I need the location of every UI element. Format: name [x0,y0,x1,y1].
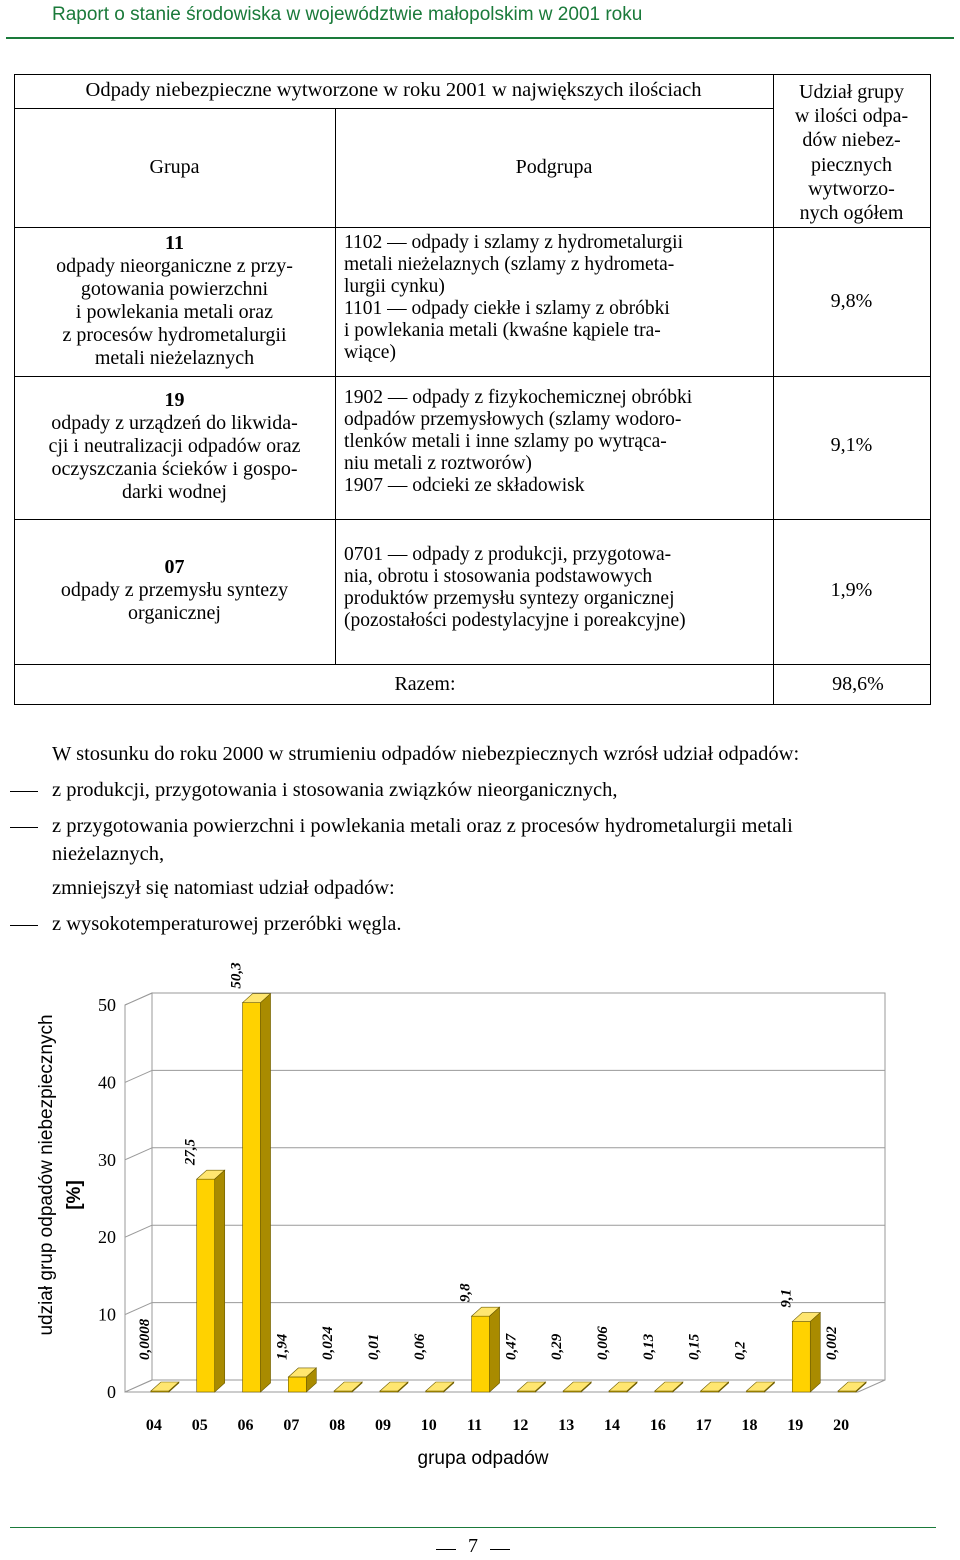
y-tick-label: 20 [98,1227,116,1248]
bullet-2-line-1: z przygotowania powierzchni i powlekania metali oraz z procesów hydrometalurgii metali [52,815,793,837]
x-tick-label: 14 [604,1417,621,1434]
value-label: 9,8 [457,1283,474,1303]
bar-front [472,1316,490,1392]
group-number: 19 [164,389,185,411]
subgroup-cell-07 [344,544,769,632]
subgroup-line: i powlekania metali (kwaśne kąpiele tra- [344,320,661,341]
group-cell-11 [14,232,335,370]
udzial-line: wytworzo- [808,177,895,200]
value-label: 50,3 [228,962,245,989]
x-tick-label: 11 [467,1417,483,1434]
y-axis-unit: [%] [64,1180,85,1210]
group-line: darki wodnej [122,481,227,503]
y-tick-labels [98,995,116,1402]
value-label: 0,47 [503,1333,520,1360]
udzial-line: w ilości odpa- [794,105,909,128]
col-divider-sub [335,108,336,664]
value-label: 9,1 [778,1288,795,1308]
group-line: cji i neutralizacji odpadów oraz [48,435,301,457]
chart-grid [125,993,885,1392]
bar-side [810,1313,820,1392]
x-tick-label: 20 [833,1417,850,1434]
total-value: 98,6% [832,673,884,695]
udzial-line: nych ogółem [799,202,904,225]
bar-front [288,1377,306,1392]
table-border-right [930,74,931,705]
group-cell-07 [14,556,335,625]
value-label: 0,01 [365,1333,382,1360]
group-line: odpady z przemysłu syntezy [60,579,289,601]
value-label: 0,06 [411,1333,428,1360]
value-label: 1,94 [274,1333,291,1360]
subgroup-line: odpadów przemysłowych (szlamy wodoro- [344,409,682,430]
intro-paragraph: W stosunku do roku 2000 w strumieniu odpadów niebezpiecznych wzrósł udział odpadów: [52,743,800,765]
row-divider-1 [14,376,931,377]
bullet-3: z wysokotemperaturowej przeróbki węgla. [52,913,402,935]
row-divider-2 [14,519,931,520]
y-tick-label: 10 [98,1304,116,1325]
x-tick-label: 16 [649,1417,666,1434]
x-tick-label: 19 [787,1417,804,1434]
group-line: organicznej [128,602,221,624]
subgroup-line: 0701 — odpady z produkcji, przygotowa- [344,544,672,565]
subgroup-line: nia, obrotu i stosowania podstawowych [344,566,653,587]
chart-bars [151,994,866,1392]
x-tick-label: 10 [420,1417,437,1434]
value-label: 0,13 [640,1333,657,1360]
group-number: 07 [164,556,185,578]
y-tick-label: 50 [98,995,116,1015]
bullet-dash [10,791,38,792]
y-tick-label: 0 [107,1382,116,1402]
x-tick-label: 06 [237,1417,254,1434]
footer-dash [490,1549,510,1550]
gridline-side [125,1070,152,1082]
gridline-side [125,1380,152,1392]
subgroup-line: tlenków metali i inne szlamy po wytrąca- [344,431,667,452]
x-tick-label: 13 [558,1417,575,1434]
group-line: odpady nieorganiczne z przy- [56,255,293,277]
x-tick-label: 04 [145,1417,162,1434]
group-line: metali nieżelaznych [94,347,255,369]
group-number: 11 [165,232,184,254]
table-border-top [14,74,931,75]
table-caption: Odpady niebezpieczne wytworzone w roku 2001 w największych ilościach [85,79,702,101]
middle-paragraph: zmniejszył się natomiast udział odpadów: [52,877,395,899]
subgroup-line: (pozostałości podestylacyjne i poreakcyjne) [344,610,686,631]
share-cell-19: 9,1% [830,434,873,456]
subgroup-line: 1102 — odpady i szlamy z hydrometalurgii [344,232,684,253]
subgroup-line: lurgii cynku) [344,276,445,297]
x-axis-label: grupa odpadów [417,1448,549,1469]
bar-front [792,1322,810,1392]
x-tick-label: 09 [374,1417,391,1434]
subgroup-line: 1907 — odcieki ze składowisk [344,475,585,496]
udzial-line: Udział grupy [799,81,904,103]
total-label: Razem: [394,673,456,695]
value-label: 0,15 [686,1333,703,1360]
gridline-side [125,993,152,1005]
bar-front [243,1003,261,1392]
value-label: 0,024 [320,1326,337,1360]
col-header-udzial [773,80,930,225]
bullet-1: z produkcji, przygotowania i stosowania związków nieorganicznych, [52,779,618,801]
subgroup-line: 1101 — odpady ciekłe i szlamy z obróbki [344,298,670,319]
bar-side [215,1170,225,1392]
group-cell-19 [14,389,335,504]
bar-side [261,994,271,1392]
x-tick-label: 08 [329,1417,346,1434]
gridline-side [125,1148,152,1160]
header-row-divider [14,227,931,228]
group-line: oczyszczania ścieków i gospo- [51,458,298,480]
subgroup-line: produktów przemysłu syntezy organicznej [344,588,675,609]
share-cell-11: 9,8% [830,290,873,312]
table-border-bottom [14,704,931,705]
x-tick-label: 07 [283,1417,300,1434]
gridline-side [125,1225,152,1237]
bullet-dash [10,827,38,828]
x-tick-label: 18 [741,1417,758,1434]
subgroup-line: 1902 — odpady z fizykochemicznej obróbki [344,387,693,408]
col-header-grupa: Grupa [149,156,200,178]
bar-side [490,1307,500,1392]
group-line: gotowania powierzchni [80,278,269,300]
bullet-2-line-2: nieżelaznych, [52,843,165,865]
row-divider-3 [14,664,931,665]
subgroup-line: metali nieżelaznych (szlamy z hydrometa- [344,254,675,275]
y-tick-label: 30 [98,1149,116,1170]
gridline-side [125,1303,152,1315]
y-axis-label: udział grup odpadów niebezpiecznych [36,1014,57,1336]
group-line: z procesów hydrometalurgii [62,324,287,346]
x-tick-label: 17 [695,1417,712,1434]
value-label: 0,006 [595,1326,612,1360]
value-label: 0,002 [824,1326,841,1360]
value-label: 0,29 [549,1333,566,1360]
x-tick-label: 12 [512,1417,529,1434]
subgroup-cell-19 [344,387,769,497]
report-header-title: Raport o stanie środowiska w województwie małopolskim w 2001 roku [52,4,643,25]
y-tick-label: 40 [98,1072,116,1093]
subgroup-line: niu metali z roztworów) [344,453,532,474]
bullet-dash [10,925,38,926]
bar-front [197,1179,215,1392]
group-line: i powlekania metali oraz [75,301,274,323]
value-label: 0,0008 [136,1318,153,1360]
subgroup-line: wiące) [344,342,396,363]
udzial-line: dów niebez- [802,129,901,152]
subgroup-cell-11 [344,232,769,364]
x-tick-labels [146,1417,849,1434]
value-label: 27,5 [182,1138,199,1166]
col-header-podgrupa: Podgrupa [515,156,593,178]
header-rule [6,37,954,39]
page-number: 7 [468,1535,478,1557]
x-tick-label: 05 [191,1417,208,1434]
caption-divider [14,108,773,109]
group-line: odpady z urządzeń do likwida- [51,412,298,434]
udzial-line: piecznych [810,153,893,176]
waste-share-bar-chart [0,960,960,1520]
share-cell-07: 1,9% [830,579,873,601]
footer-rule [10,1527,936,1528]
value-label: 0,2 [732,1341,749,1360]
